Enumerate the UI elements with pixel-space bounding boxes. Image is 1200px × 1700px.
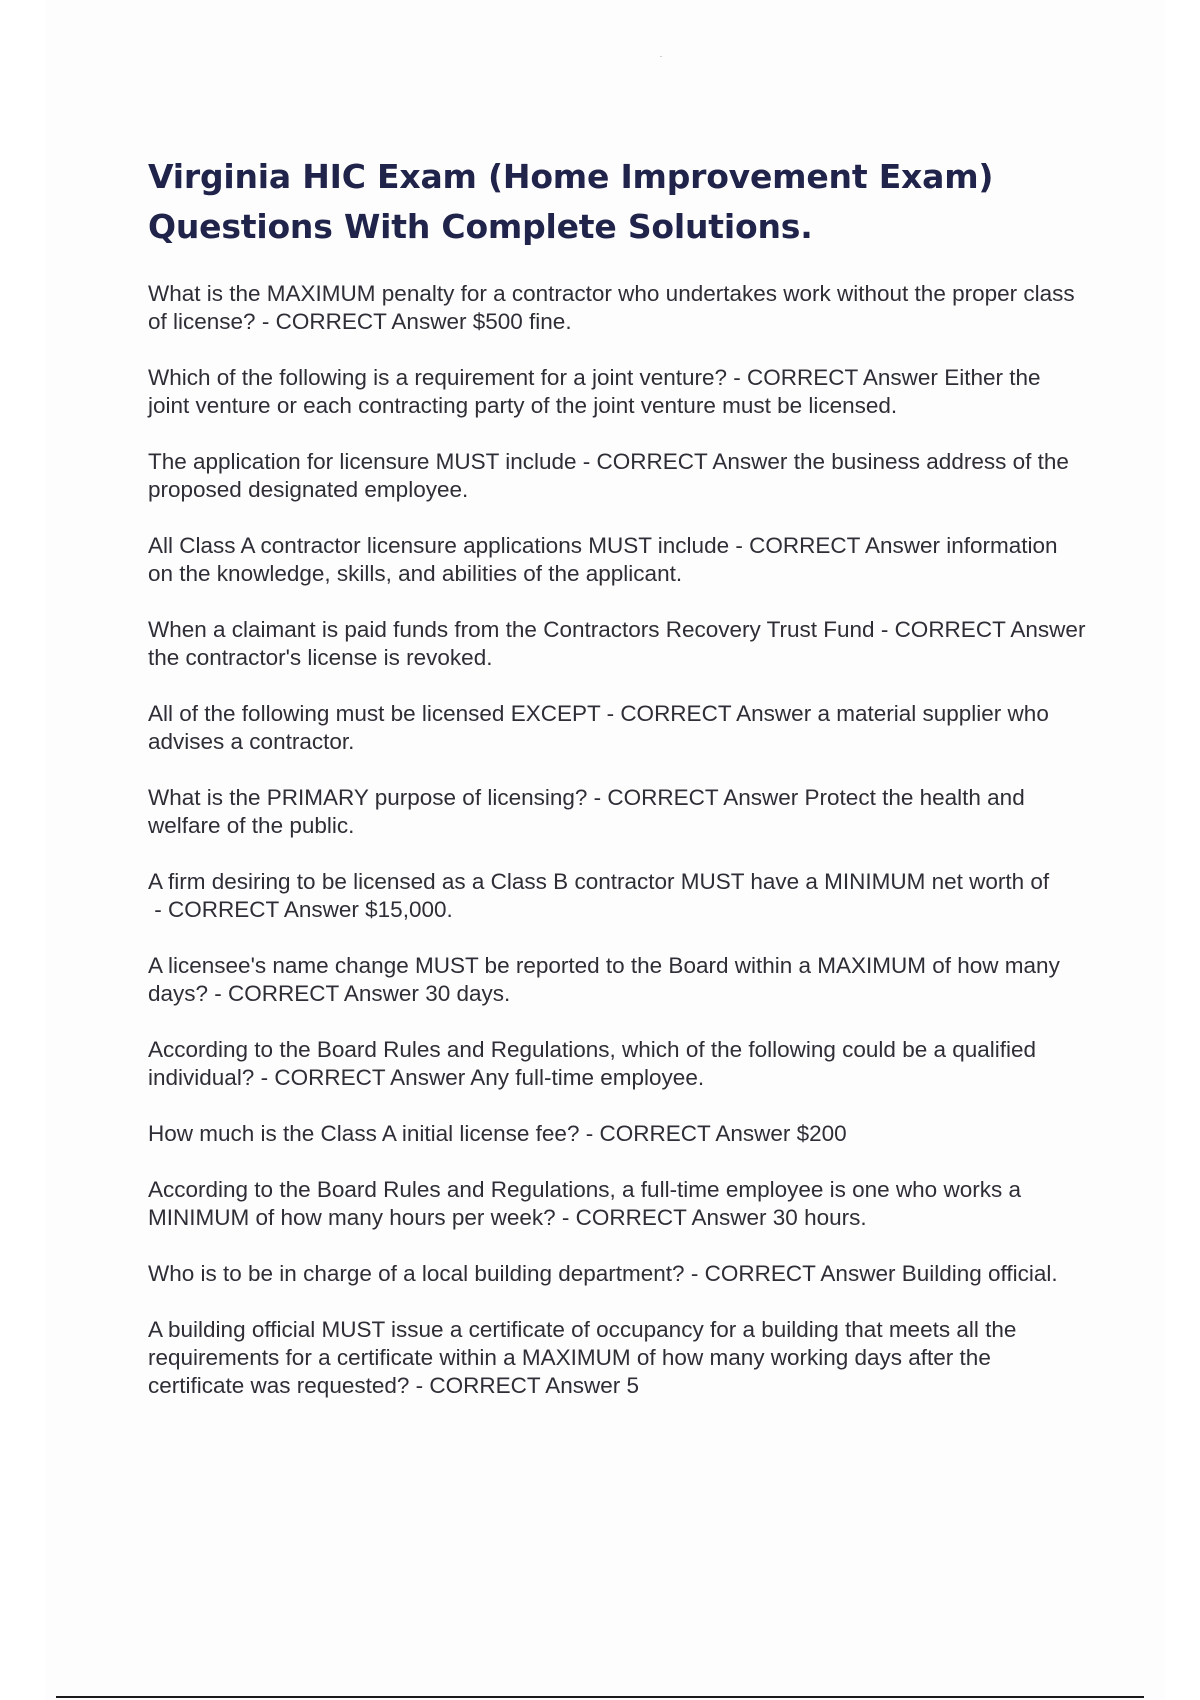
qa-item bbox=[148, 364, 1088, 420]
answer-text: a material supplier who advises a contractor. bbox=[148, 701, 1049, 754]
question-text: A building official MUST issue a certificate of occupancy for a building that meets all the requirements for a certificate within a MAXIMUM of how many working days after the certificate was requested? bbox=[148, 1317, 1017, 1398]
answer-label: CORRECT Answer bbox=[274, 1065, 466, 1090]
answer-label: CORRECT Answer bbox=[894, 617, 1086, 642]
answer-text: 30 hours. bbox=[772, 1205, 867, 1230]
question-text: A firm desiring to be licensed as a Class B contractor MUST have a MINIMUM net worth of bbox=[148, 869, 1050, 894]
qa-item bbox=[148, 952, 1088, 1008]
answer-text: Building official. bbox=[901, 1261, 1058, 1286]
question-text: According to the Board Rules and Regulations, which of the following could be a qualified individual? bbox=[148, 1037, 1037, 1090]
question-text: All of the following must be licensed EXCEPT bbox=[148, 701, 601, 726]
question-text: When a claimant is paid funds from the Contractors Recovery Trust Fund bbox=[148, 617, 875, 642]
qa-item bbox=[148, 1316, 1088, 1400]
qa-item bbox=[148, 280, 1088, 336]
question-text: A licensee's name change MUST be reported to the Board within a MAXIMUM of how many days? bbox=[148, 953, 1060, 1006]
answer-text: the contractor's license is revoked. bbox=[148, 645, 493, 670]
question-text: What is the MAXIMUM penalty for a contractor who undertakes work without the proper class of license? bbox=[148, 281, 1075, 334]
answer-label: CORRECT Answer bbox=[599, 1121, 791, 1146]
qa-item bbox=[148, 616, 1088, 672]
answer-text: Protect the health and welfare of the public. bbox=[148, 785, 1025, 838]
answer-label: CORRECT Answer bbox=[607, 785, 799, 810]
scan-speck bbox=[660, 56, 662, 57]
question-text: Who is to be in charge of a local building department? bbox=[148, 1261, 685, 1286]
answer-label: CORRECT Answer bbox=[749, 533, 940, 558]
qa-item bbox=[148, 1176, 1088, 1232]
qa-item bbox=[148, 784, 1088, 840]
answer-label: CORRECT Answer bbox=[228, 981, 419, 1006]
answer-text: $15,000. bbox=[365, 897, 453, 922]
qa-item bbox=[148, 448, 1088, 504]
qa-item bbox=[148, 1260, 1088, 1288]
answer-label: CORRECT Answer bbox=[704, 1261, 896, 1286]
answer-label: CORRECT Answer bbox=[575, 1205, 767, 1230]
answer-label: CORRECT Answer bbox=[596, 449, 788, 474]
qa-item bbox=[148, 868, 1088, 924]
answer-text: $200 bbox=[796, 1121, 847, 1146]
answer-label: CORRECT Answer bbox=[275, 309, 467, 334]
answer-label: CORRECT Answer bbox=[429, 1373, 621, 1398]
answer-text: information on the knowledge, skills, and abilities of the applicant. bbox=[148, 533, 1058, 586]
qa-item bbox=[148, 700, 1088, 756]
answer-text: 5 bbox=[626, 1373, 640, 1398]
qa-item bbox=[148, 1036, 1088, 1092]
question-text: How much is the Class A initial license fee? bbox=[148, 1121, 580, 1146]
document-body bbox=[148, 152, 1088, 1428]
question-text: According to the Board Rules and Regulations, a full-time employee is one who works a MINIMUM of how many hours per week? bbox=[148, 1177, 1021, 1230]
answer-text: 30 days. bbox=[425, 981, 511, 1006]
question-text: Which of the following is a requirement for a joint venture? bbox=[148, 365, 728, 390]
page-bottom-rule bbox=[56, 1696, 1144, 1698]
question-text: What is the PRIMARY purpose of licensing? bbox=[148, 785, 588, 810]
question-text: The application for licensure MUST include bbox=[148, 449, 577, 474]
answer-label: CORRECT Answer bbox=[747, 365, 938, 390]
answer-text: the business address of the proposed designated employee. bbox=[148, 449, 1069, 502]
qa-item bbox=[148, 532, 1088, 588]
qa-list bbox=[148, 280, 1088, 1400]
document-title: Virginia HIC Exam (Home Improvement Exam) Questions With Complete Solutions. bbox=[148, 157, 994, 246]
answer-text: Either the joint venture or each contracting party of the joint venture must be licensed. bbox=[148, 365, 1041, 418]
qa-item bbox=[148, 1120, 1088, 1148]
question-text: All Class A contractor licensure applications MUST include bbox=[148, 533, 730, 558]
answer-label: CORRECT Answer bbox=[168, 897, 359, 922]
answer-label: CORRECT Answer bbox=[620, 701, 812, 726]
answer-text: $500 fine. bbox=[472, 309, 572, 334]
answer-text: Any full-time employee. bbox=[470, 1065, 705, 1090]
